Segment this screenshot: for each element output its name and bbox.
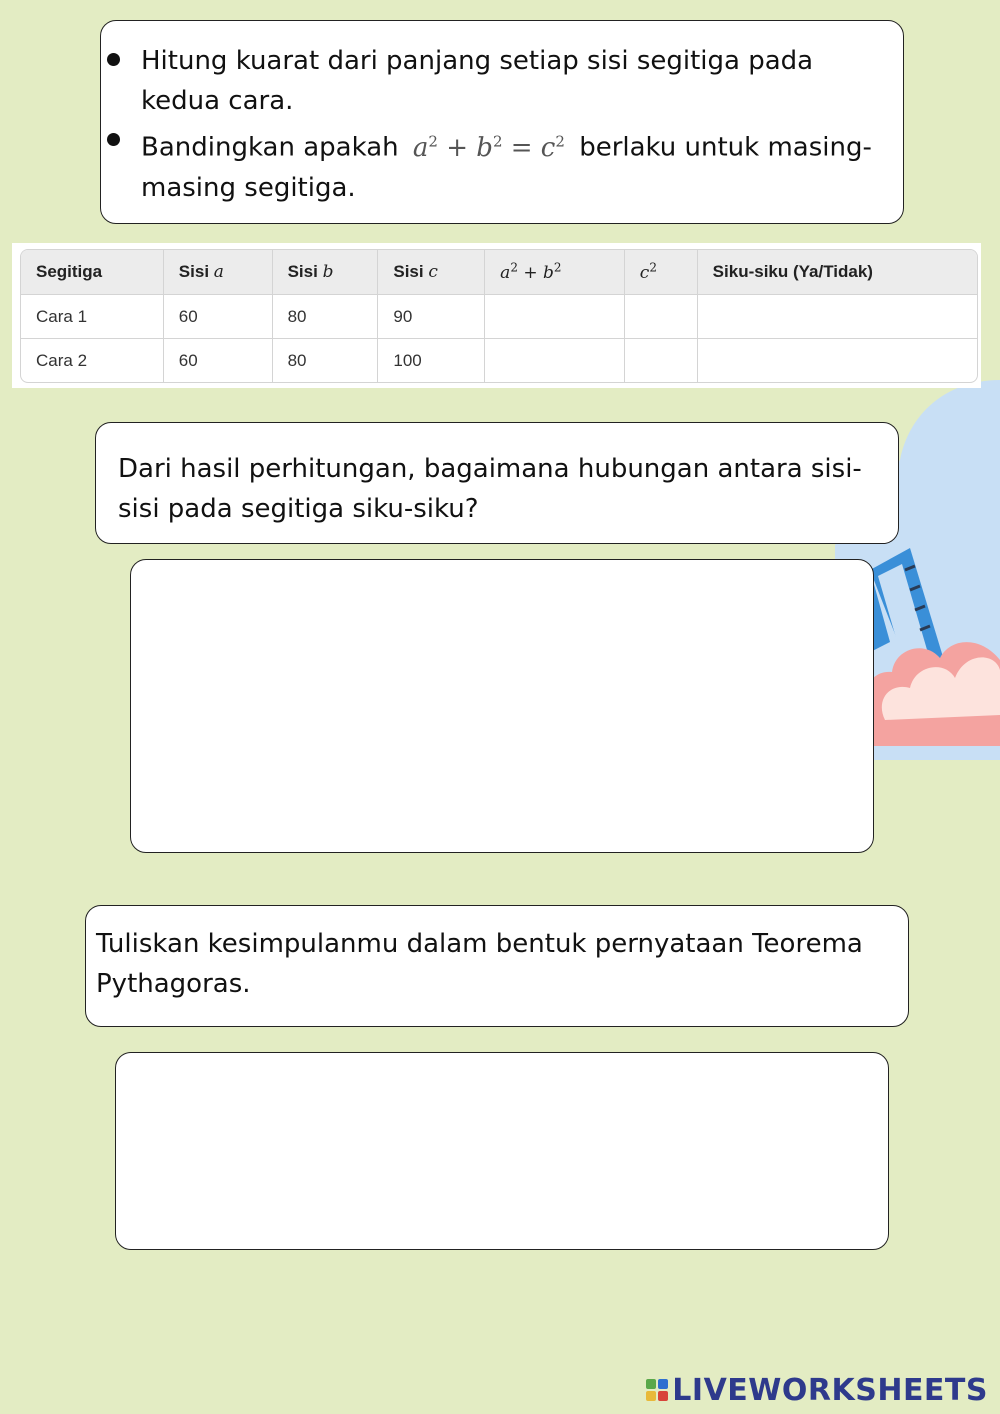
instruction-list: [141, 41, 889, 208]
header-a2-plus-b2: $a^2 + b^2$: [485, 250, 625, 295]
pythagoras-formula: $a^2 + b^2 = c^2$: [412, 132, 565, 163]
header-sisi-a: Sisi a: [164, 250, 273, 295]
row1-sisi-c: 90: [378, 295, 485, 339]
triangle-table-container: [12, 243, 981, 388]
instructions-card: [100, 20, 904, 224]
row1-siku-input[interactable]: [698, 295, 977, 339]
instruction-bullet-2: [141, 121, 889, 208]
liveworksheets-logo-text: LIVEWORKSHEETS: [672, 1372, 988, 1408]
row2-a2b2-input[interactable]: [485, 339, 625, 382]
row2-c2-input[interactable]: [625, 339, 698, 382]
instruction-bullet-1: Hitung kuarat dari panjang setiap sisi segitiga pada kedua cara.: [141, 41, 889, 121]
row1-sisi-a: 60: [164, 295, 273, 339]
table-row: [21, 339, 977, 382]
instruction-bullet-2-after: berlaku untuk masing-masing segitiga.: [141, 132, 872, 203]
table-row: [21, 295, 977, 339]
row1-label: Cara 1: [21, 295, 164, 339]
table-header-row: [21, 250, 977, 295]
instruction-bullet-2-before: Bandingkan apakah: [141, 132, 399, 163]
question-1-card: [95, 422, 899, 544]
row1-c2-input[interactable]: [625, 295, 698, 339]
header-c2: $c^2$: [625, 250, 698, 295]
answer-2-box[interactable]: [115, 1052, 889, 1250]
answer-1-box[interactable]: [130, 559, 874, 853]
question-1-text: Dari hasil perhitungan, bagaimana hubungan antara sisi-sisi pada segitiga siku-siku?: [118, 454, 862, 524]
header-sisi-b: Sisi b: [273, 250, 379, 295]
header-sisi-c: Sisi c: [378, 250, 485, 295]
row2-sisi-c: 100: [378, 339, 485, 382]
row1-a2b2-input[interactable]: [485, 295, 625, 339]
row1-sisi-b: 80: [273, 295, 379, 339]
triangle-table: [20, 249, 978, 383]
question-2-text: Tuliskan kesimpulanmu dalam bentuk pernyataan Teorema Pythagoras.: [96, 929, 863, 999]
row2-label: Cara 2: [21, 339, 164, 382]
row2-siku-input[interactable]: [698, 339, 977, 382]
header-segitiga: Segitiga: [21, 250, 164, 295]
row2-sisi-a: 60: [164, 339, 273, 382]
header-siku-siku: Siku-siku (Ya/Tidak): [698, 250, 977, 295]
row2-sisi-b: 80: [273, 339, 379, 382]
liveworksheets-logo[interactable]: [646, 1372, 988, 1408]
liveworksheets-logo-icon: [646, 1379, 668, 1401]
question-2-card: [85, 905, 909, 1027]
